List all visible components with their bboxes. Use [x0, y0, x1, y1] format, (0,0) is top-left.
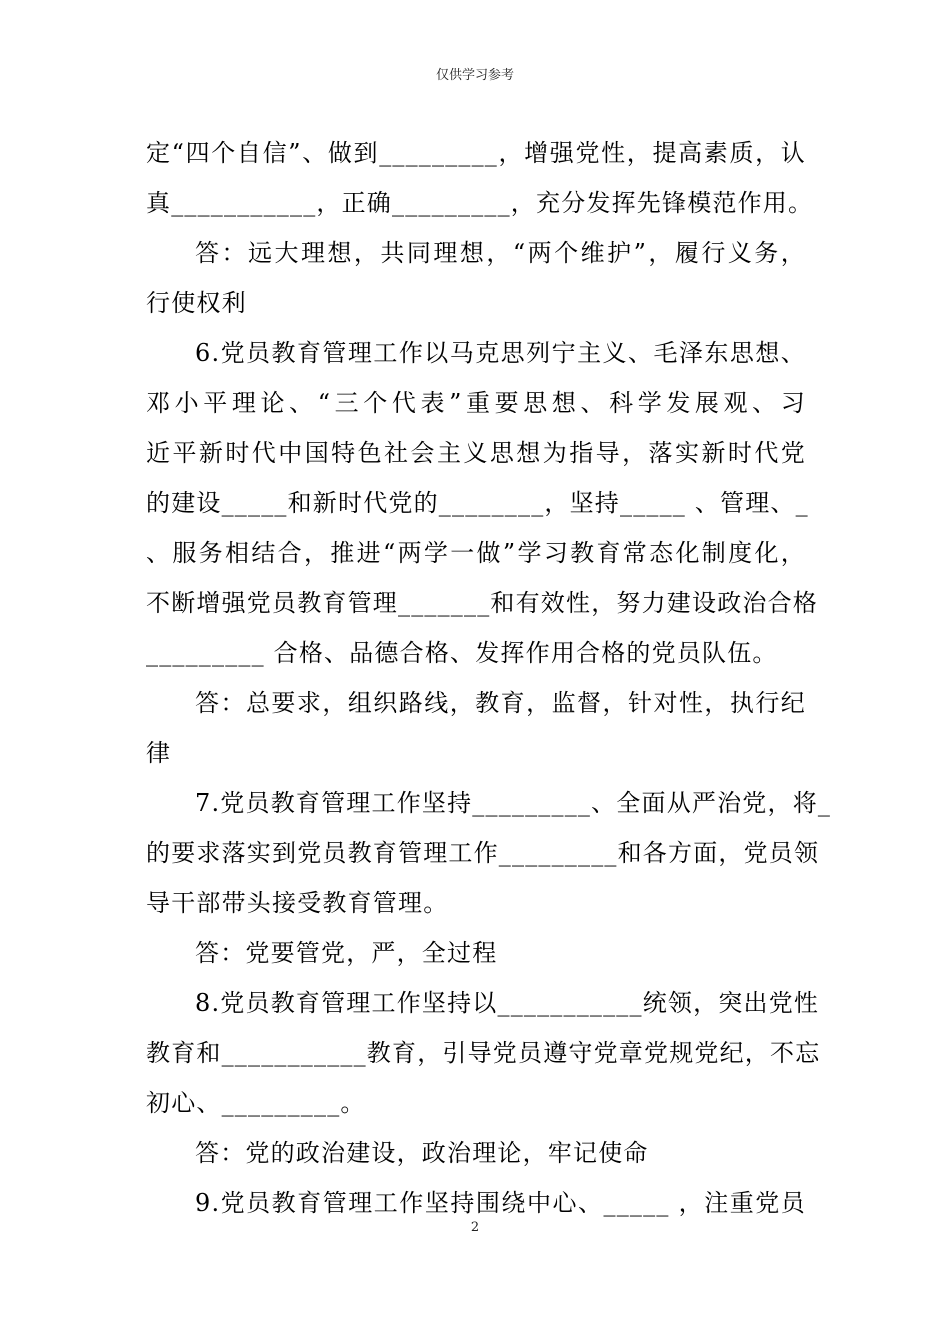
text-line: 答：党要管党，严，全过程 — [195, 939, 498, 967]
text-line: 近平新时代中国特色社会主义思想为指导，落实新时代党 — [146, 439, 806, 467]
text-line: 邓小平理论、“三个代表”重要思想、科学发展观、习 — [146, 389, 806, 417]
text-line: 6.党员教育管理工作以马克思列宁主义、毛泽东思想、 — [195, 339, 806, 367]
text-line: 真___________，正确_________，充分发挥先锋模范作用。 — [146, 189, 814, 217]
text-line: 初心、_________。 — [146, 1089, 366, 1117]
text-line: 、服务相结合，推进“两学一做”学习教育常态化制度化， — [146, 539, 806, 567]
text-line: 教育和___________教育，引导党员遵守党章党规党纪，不忘 — [146, 1039, 821, 1067]
text-line: 答：远大理想，共同理想，“两个维护”，履行义务， — [195, 239, 806, 267]
text-line: 导干部带头接受教育管理。 — [146, 889, 449, 917]
text-line: _________ 合格、品德合格、发挥作用合格的党员队伍。 — [146, 639, 778, 667]
text-line: 7.党员教育管理工作坚持_________、全面从严治党，将_ — [195, 789, 832, 817]
page-number: 2 — [470, 1220, 480, 1235]
text-line: 8.党员教育管理工作坚持以___________统领，突出党性 — [195, 989, 820, 1017]
text-line: 不断增强党员教育管理_______和有效性，努力建设政治合格 — [146, 589, 818, 617]
text-line: 答：党的政治建设，政治理论，牢记使命 — [195, 1139, 649, 1167]
text-line: 定“四个自信”、做到_________，增强党性，提高素质，认 — [146, 139, 806, 167]
page-header: 仅供学习参考 — [435, 68, 514, 83]
text-line: 的建设_____和新时代党的________，坚持_____ 、管理、_ — [146, 489, 809, 517]
text-line: 的要求落实到党员教育管理工作_________和各方面，党员领 — [146, 839, 820, 867]
text-line: 9.党员教育管理工作坚持围绕中心、_____ ，注重党员 — [195, 1189, 806, 1217]
text-line: 行使权利 — [146, 289, 247, 317]
text-line: 律 — [146, 739, 172, 767]
document-body — [146, 128, 832, 1228]
text-line: 答：总要求，组织路线，教育，监督，针对性，执行纪 — [195, 689, 806, 717]
